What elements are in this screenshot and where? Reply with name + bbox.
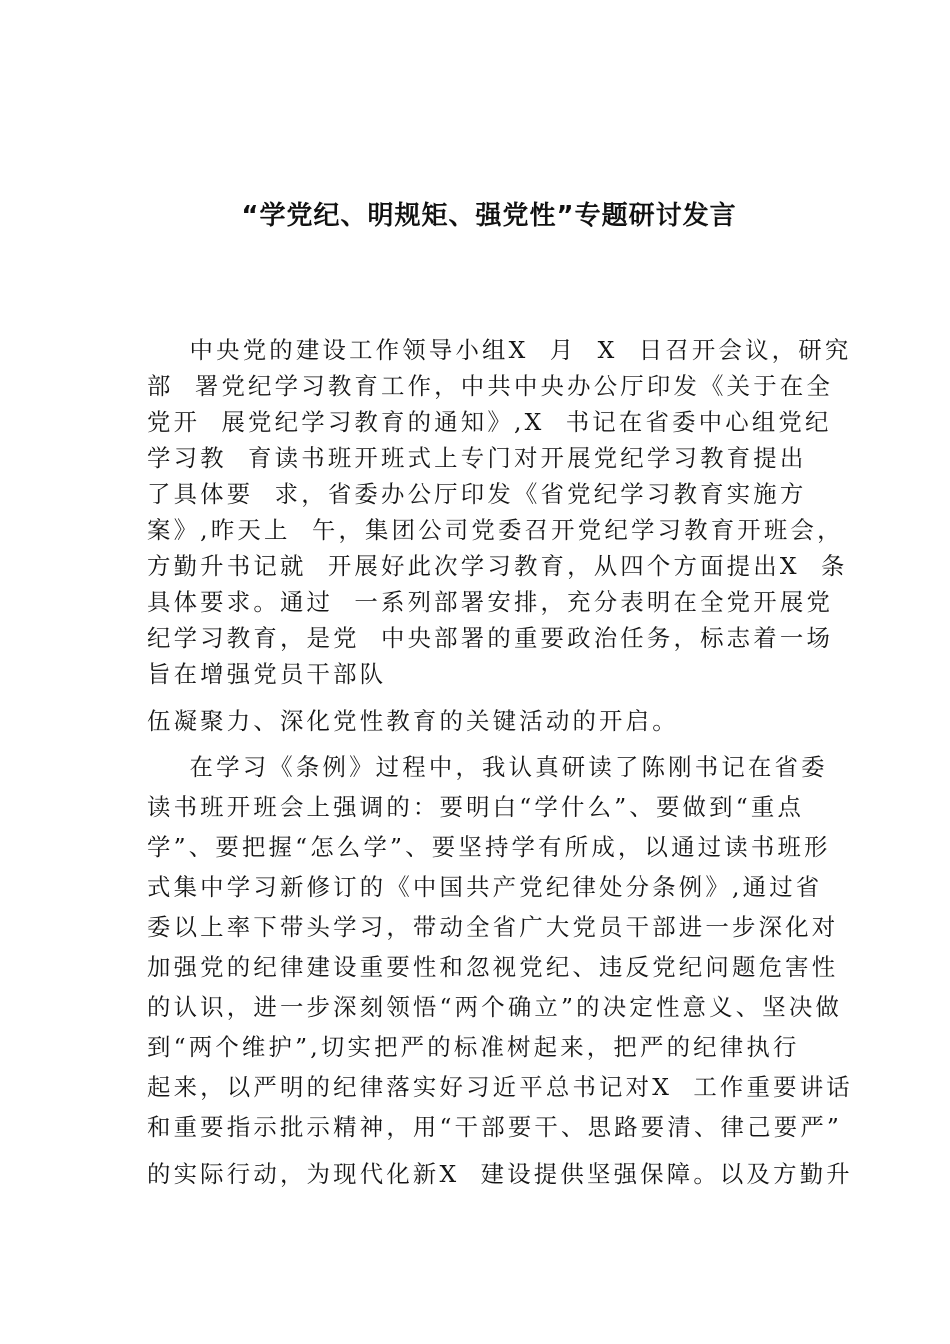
text-line: 了具体要 求，省委办公厅印发《省党纪学习教育实施方 [147, 480, 807, 508]
text-line: 方勤升书记就 开展好此次学习教育，从四个方面提出X 条 [147, 552, 848, 580]
text-line: 纪学习教育，是党 中央部署的重要政治任务，标志着一场 [147, 624, 834, 652]
text-line: 委以上率下带头学习，带动全省广大党员干部进一步深化对 [147, 913, 839, 941]
text-line: 具体要求。通过 一系列部署安排，充分表明在全党开展党 [147, 588, 834, 616]
text-line: 学”、要把握“怎么学”、要坚持学有所成，以通过读书班形 [147, 833, 831, 861]
text-line: 党开 展党纪学习教育的通知》,X 书记在省委中心组党纪 [147, 408, 832, 436]
text-line: 伍凝聚力、深化党性教育的关键活动的开启。 [147, 707, 679, 735]
text-line: 在学习《条例》过程中，我认真研读了陈刚书记在省委 [147, 753, 828, 781]
text-line: 和重要指示批示精神，用“干部要干、思路要清、律己要严” [147, 1113, 843, 1141]
text-line: 的实际行动，为现代化新X 建设提供坚强保障。以及方勤升 [147, 1160, 853, 1188]
text-line: 加强党的纪律建设重要性和忽视党纪、违反党纪问题危害性 [147, 953, 839, 981]
text-line: 起来，以严明的纪律落实好习近平总书记对X 工作重要讲话 [147, 1073, 853, 1101]
text-line: 读书班开班会上强调的：要明白“学什么”、要做到“重点 [147, 793, 805, 821]
text-line: 旨在增强党员干部队 [147, 660, 387, 688]
text-line: 中央党的建设工作领导小组X 月 X 日召开会议，研究 [147, 336, 852, 364]
text-line: 式集中学习新修订的《中国共产党纪律处分条例》,通过省 [147, 873, 823, 901]
text-line: 的认识，进一步深刻领悟“两个确立”的决定性意义、坚决做 [147, 993, 843, 1021]
text-line: 学习教 育读书班开班式上专门对开展党纪学习教育提出 [147, 444, 807, 472]
text-line: 案》,昨天上 午，集团公司党委召开党纪学习教育开班会， [147, 516, 844, 544]
text-line: 部 署党纪学习教育工作，中共中央办公厅印发《关于在全 [147, 372, 834, 400]
text-line: 到“两个维护”,切实把严的标准树起来，把严的纪律执行 [147, 1033, 800, 1061]
document-title: “学党纪、明规矩、强党性”专题研讨发言 [241, 201, 737, 231]
